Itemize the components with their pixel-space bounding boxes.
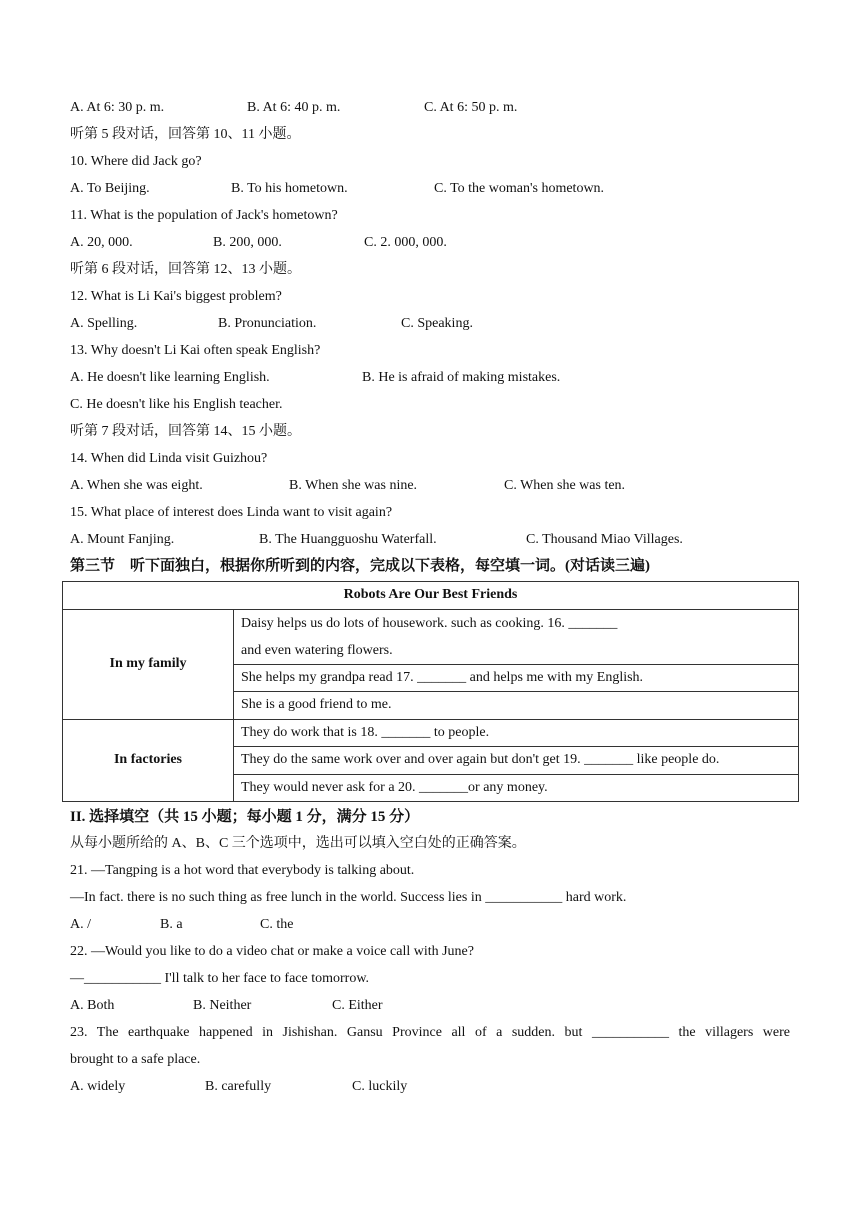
q23-line-2: brought to a safe place. — [70, 1052, 201, 1067]
q10-option-b: B. To his hometown. — [231, 181, 348, 196]
q13-stem: 13. Why doesn't Li Kai often speak English? — [70, 343, 321, 358]
q22-line-2: —___________ I'll talk to her face to face tomorrow. — [70, 971, 370, 986]
factory-row-3: They would never ask for a 20. _______or any money. — [234, 774, 799, 802]
part2-instruction: 从每小题所给的 A、B、C 三个选项中，选出可以填入空白处的正确答案。 — [70, 836, 526, 851]
q14-option-b: B. When she was nine. — [289, 478, 418, 493]
q14-option-a: A. When she was eight. — [70, 478, 203, 493]
q11-option-b: B. 200, 000. — [213, 235, 282, 250]
family-row-2: She helps my grandpa read 17. _______ and helps me with my English. — [234, 664, 799, 692]
robots-table — [62, 581, 799, 802]
q23-option-b: B. carefully — [205, 1079, 272, 1094]
q15-option-a: A. Mount Fanjing. — [70, 532, 175, 547]
q14-stem: 14. When did Linda visit Guizhou? — [70, 451, 268, 466]
factory-label: In factories — [63, 719, 234, 802]
q21-line-1: 21. —Tangping is a hot word that everybody is talking about. — [70, 863, 415, 878]
q22-option-c: C. Either — [332, 998, 383, 1013]
factory-row-2: They do the same work over and over again but don't get 19. _______ like people do. — [234, 747, 799, 775]
q11-stem: 11. What is the population of Jack's hometown? — [70, 208, 338, 223]
family-label: In my family — [63, 609, 234, 719]
q9-option-b: B. At 6: 40 p. m. — [247, 100, 341, 115]
q10-option-a: A. To Beijing. — [70, 181, 150, 196]
q9-option-a: A. At 6: 30 p. m. — [70, 100, 165, 115]
q23-option-c: C. luckily — [352, 1079, 408, 1094]
q22-line-1: 22. —Would you like to do a video chat or make a voice call with June? — [70, 944, 474, 959]
q13-option-c: C. He doesn't like his English teacher. — [70, 397, 283, 412]
q12-stem: 12. What is Li Kai's biggest problem? — [70, 289, 282, 304]
q11-option-c: C. 2. 000, 000. — [364, 235, 447, 250]
q23-option-a: A. widely — [70, 1079, 126, 1094]
q12-option-b: B. Pronunciation. — [218, 316, 317, 331]
factory-row-1: They do work that is 18. _______ to people. — [234, 719, 799, 747]
q14-option-c: C. When she was ten. — [504, 478, 626, 493]
q12-option-c: C. Speaking. — [401, 316, 473, 331]
q10-stem: 10. Where did Jack go? — [70, 154, 202, 169]
q15-option-c: C. Thousand Miao Villages. — [526, 532, 683, 547]
table-title: Robots Are Our Best Friends — [63, 582, 799, 610]
section-6-instruction: 听第 6 段对话，回答第 12、13 小题。 — [70, 262, 301, 277]
family-row-3: She is a good friend to me. — [234, 692, 799, 720]
q13-option-b: B. He is afraid of making mistakes. — [362, 370, 561, 385]
part3-heading: 第三节 听下面独白，根据你所听到的内容，完成以下表格，每空填一词。(对话读三遍) — [70, 558, 650, 574]
q12-option-a: A. Spelling. — [70, 316, 138, 331]
family-row-1-line-2: and even watering flowers. — [241, 642, 393, 658]
q10-option-c: C. To the woman's hometown. — [434, 181, 605, 196]
q15-option-b: B. The Huangguoshu Waterfall. — [259, 532, 437, 547]
q15-stem: 15. What place of interest does Linda want to visit again? — [70, 505, 393, 520]
q22-option-a: A. Both — [70, 998, 115, 1013]
q21-option-b: B. a — [160, 917, 183, 932]
section-7-instruction: 听第 7 段对话，回答第 14、15 小题。 — [70, 424, 301, 439]
q23-line-1: 23. The earthquake happened in Jishishan. Gansu Province all of a sudden. but ___________ the villagers were — [70, 1025, 790, 1040]
part2-heading: II. 选择填空（共 15 小题；每小题 1 分，满分 15 分） — [70, 809, 420, 825]
q21-option-a: A. / — [70, 917, 91, 932]
q11-option-a: A. 20, 000. — [70, 235, 133, 250]
q22-option-b: B. Neither — [193, 998, 252, 1013]
q21-option-c: C. the — [260, 917, 294, 932]
q21-line-2: —In fact. there is no such thing as free lunch in the world. Success lies in ___________ hard work. — [70, 890, 627, 905]
q13-option-a: A. He doesn't like learning English. — [70, 370, 270, 385]
section-5-instruction: 听第 5 段对话，回答第 10、11 小题。 — [70, 127, 301, 142]
family-row-1-line-1: Daisy helps us do lots of housework. such as cooking. 16. _______ — [241, 615, 618, 631]
q9-option-c: C. At 6: 50 p. m. — [424, 100, 518, 115]
table-cell — [234, 609, 799, 664]
